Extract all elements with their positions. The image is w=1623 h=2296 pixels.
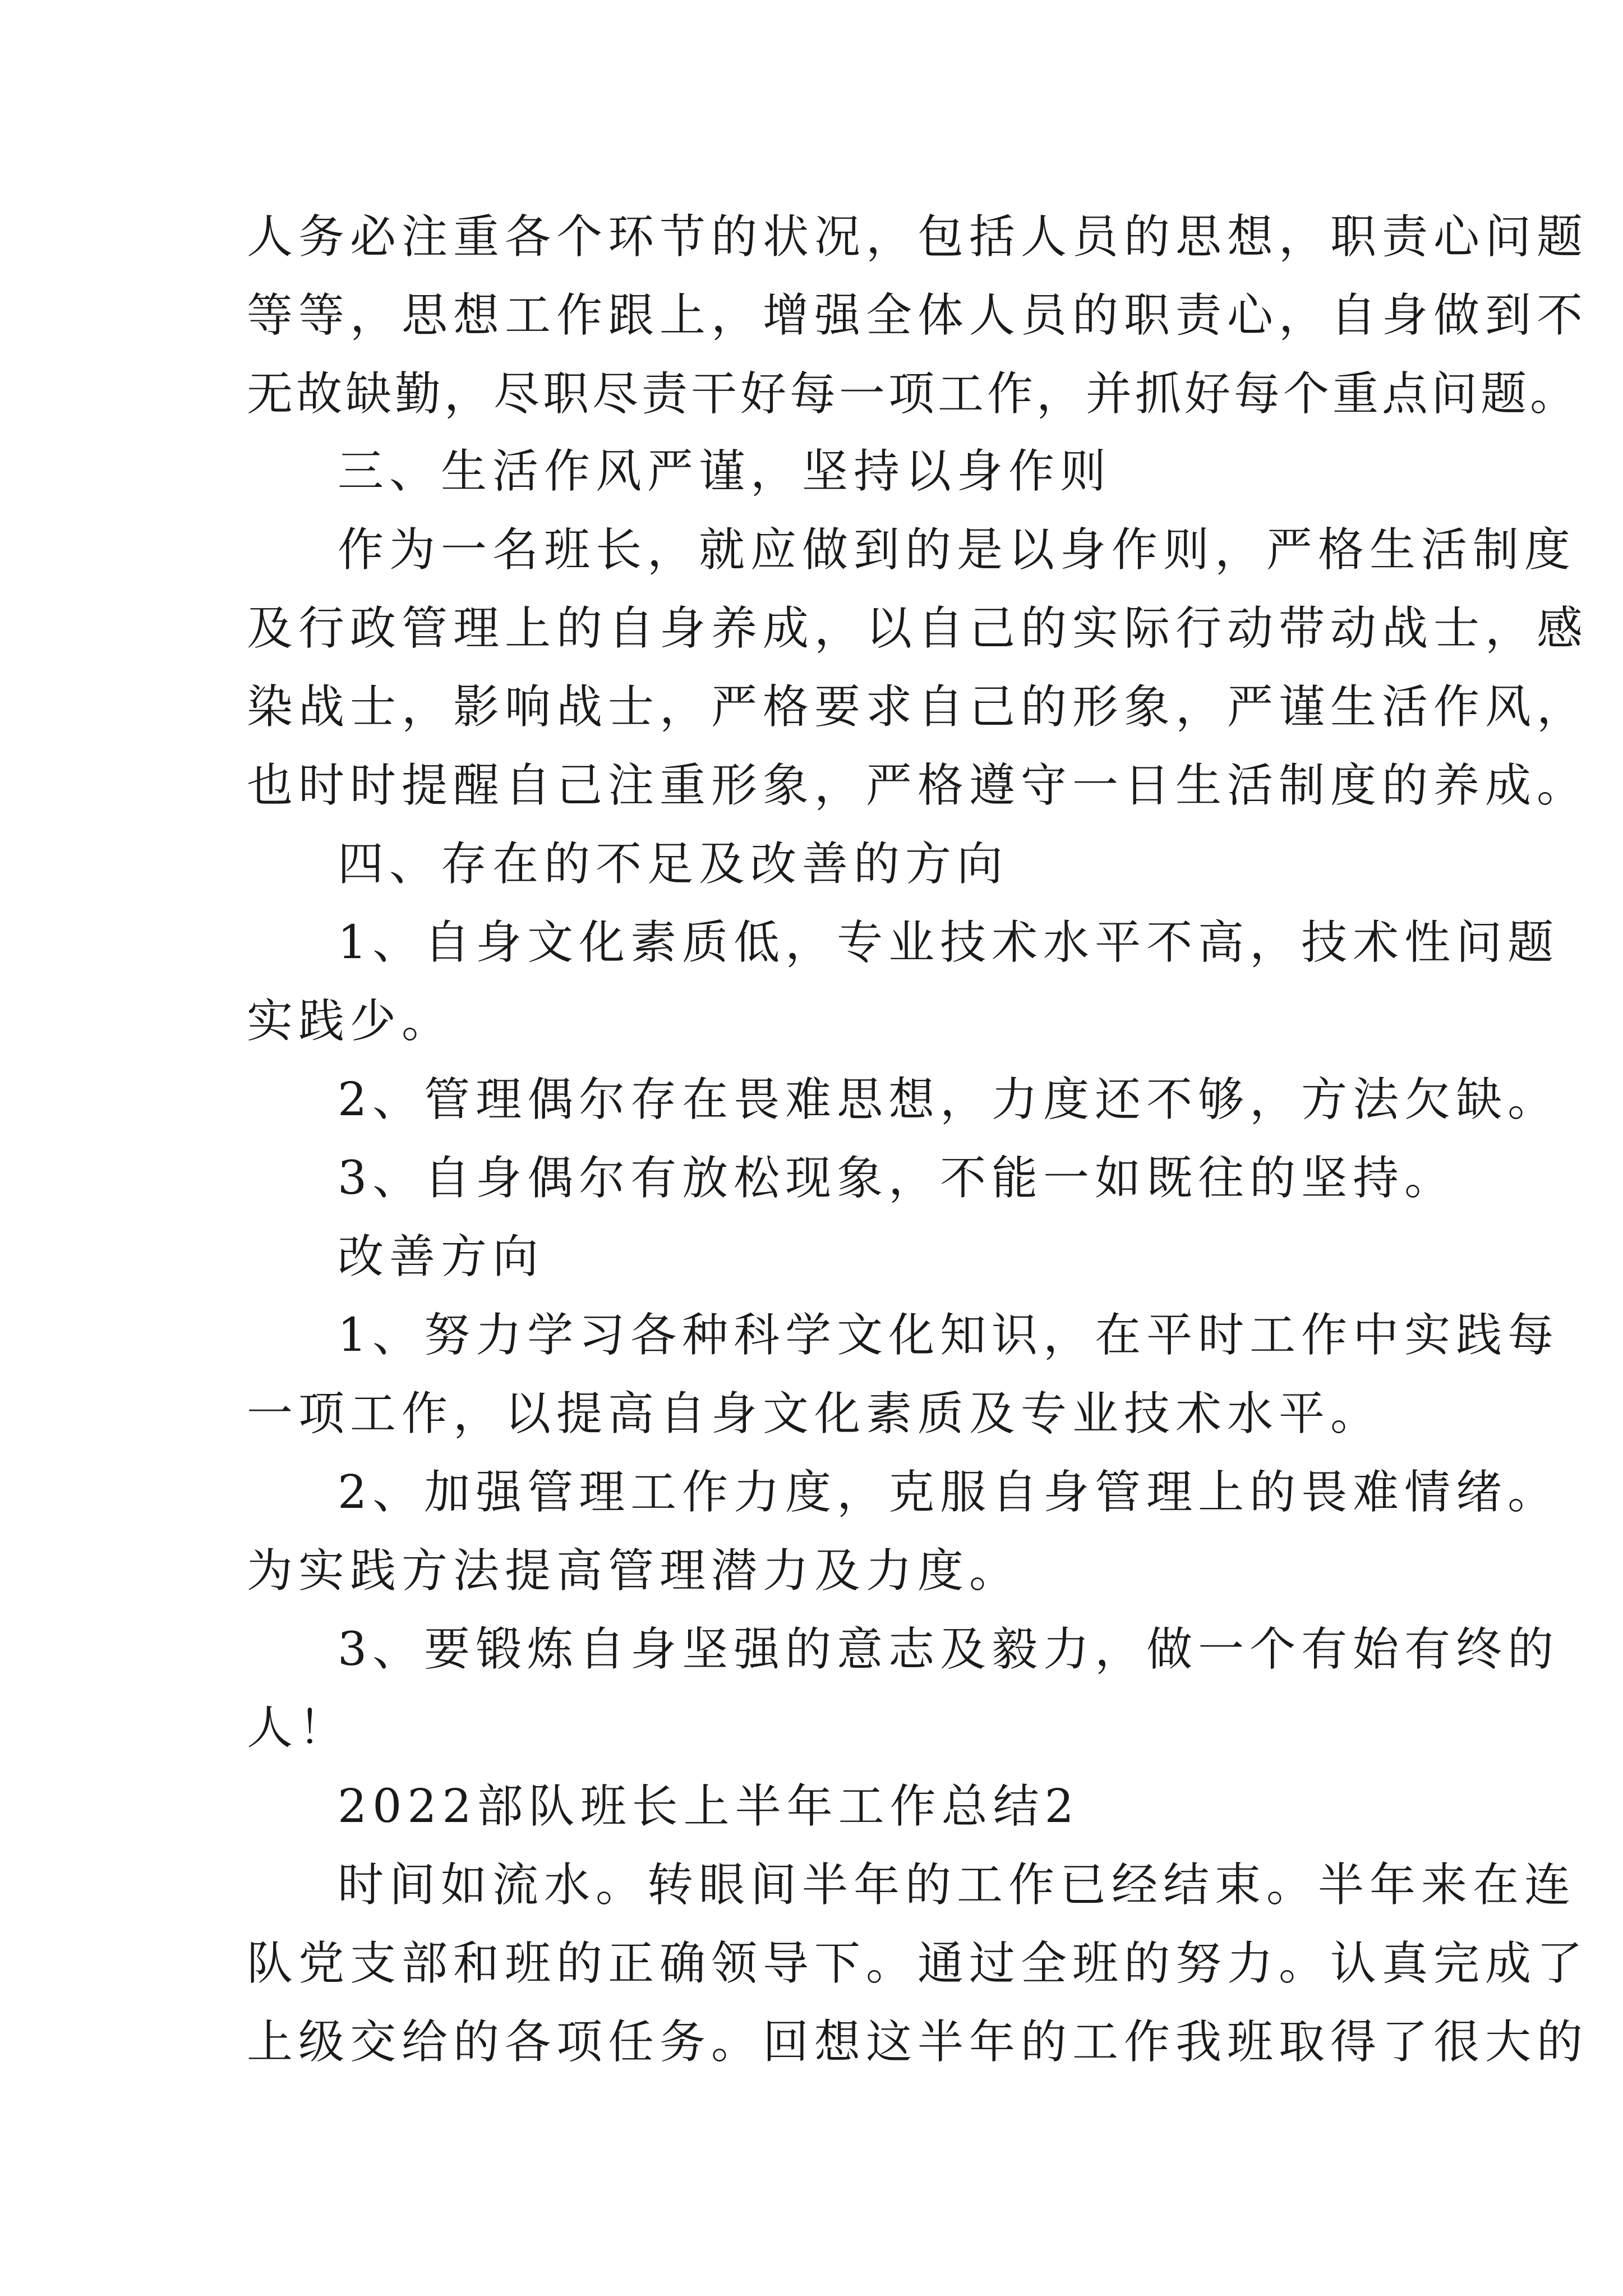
paragraph-line: 上级交给的各项任务。回想这半年的工作我班取得了很大的	[247, 2016, 1589, 2069]
document-title: 2022部队班长上半年工作总结2	[338, 1780, 1080, 1833]
subsection-heading: 改善方向	[338, 1230, 545, 1283]
paragraph-line: 时间如流水。转眼间半年的工作已经结束。半年来在连	[338, 1858, 1576, 1912]
list-item: 人！	[247, 1701, 351, 1755]
list-item: 为实践方法提高管理潜力及力度。	[247, 1544, 1021, 1598]
list-item: 1、自身文化素质低，专业技术水平不高，技术性问题	[338, 916, 1560, 969]
paragraph-line: 队党支部和班的正确领导下。通过全班的努力。认真完成了	[247, 1937, 1589, 1990]
list-item: 3、要锻炼自身坚强的意志及毅力，做一个有始有终的	[338, 1623, 1560, 1676]
paragraph-line: 人务必注重各个环节的状况，包括人员的思想，职责心问题	[247, 210, 1589, 264]
list-item: 3、自身偶尔有放松现象，不能一如既往的坚持。	[338, 1152, 1456, 1205]
list-item: 2、加强管理工作力度，克服自身管理上的畏难情绪。	[338, 1466, 1560, 1519]
paragraph-line: 也时时提醒自己注重形象，严格遵守一日生活制度的养成。	[247, 759, 1589, 812]
paragraph-line: 作为一名班长，就应做到的是以身作则，严格生活制度	[338, 523, 1576, 577]
list-item: 一项工作，以提高自身文化素质及专业技术水平。	[247, 1387, 1382, 1441]
section-heading: 三、生活作风严谨，坚持以身作则	[338, 445, 1112, 498]
paragraph-line: 及行政管理上的自身养成，以自己的实际行动带动战士，感	[247, 602, 1589, 655]
paragraph-line: 无故缺勤，尽职尽责干好每一项工作，并抓好每个重点问题。	[247, 367, 1580, 421]
list-item: 实践少。	[247, 995, 454, 1048]
list-item: 2、管理偶尔存在畏难思想，力度还不够，方法欠缺。	[338, 1073, 1560, 1126]
list-item: 1、努力学习各种科学文化知识，在平时工作中实践每	[338, 1309, 1560, 1362]
paragraph-line: 染战士，影响战士，严格要求自己的形象，严谨生活作风，	[247, 680, 1589, 734]
paragraph-line: 等等，思想工作跟上，增强全体人员的职责心，自身做到不	[247, 289, 1589, 342]
section-heading: 四、存在的不足及改善的方向	[338, 838, 1009, 891]
